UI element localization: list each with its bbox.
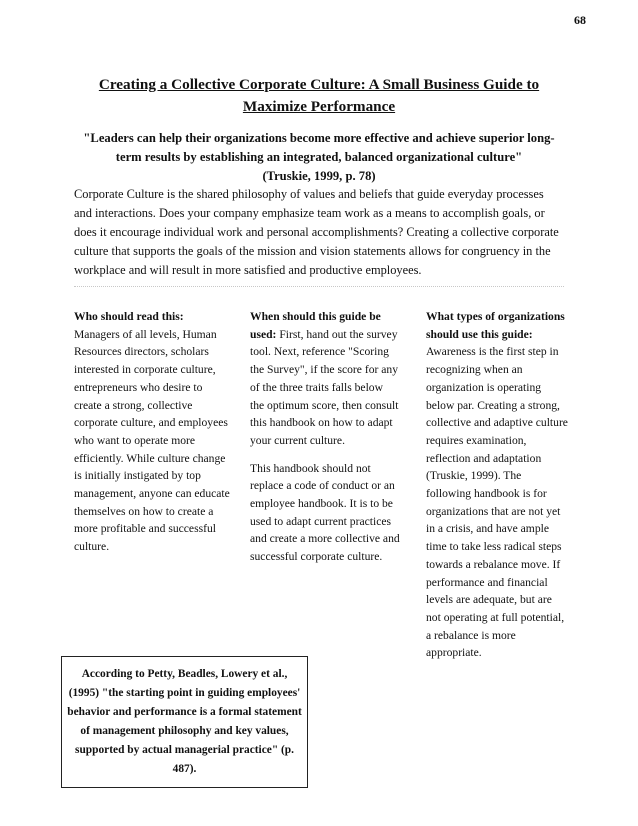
callout-box: According to Petty, Beadles, Lowery et al., (1995) "the starting point in guiding employees' behavior and performance is a formal statement of management philosophy and key values, supported by actual managerial practice" (p. 487). (61, 656, 308, 788)
column-body: Managers of all levels, Human Resources directors, scholars interested in corporate culture, entrepreneurs who desire to create a strong, collective corporate culture, and employees who want to operate more efficiently. While culture change is initially instigated by top management, anyone can educate themselves on how to create a more profitable and successful culture. (74, 327, 230, 554)
page-title: Creating a Collective Corporate Culture: A Small Business Guide to Maximize Performance (98, 76, 540, 115)
column-heading: Who should read this: (74, 310, 184, 323)
column-body: Awareness is the first step in recognizing when an organization is operating below par. Creating a strong, collective and adaptive culture requires examination, reflection and adaptation (Truskie, 1999). The following handbook is for organizations that are not yet in a crisis, and have ample time to take less radical steps towards a rebalance move. If performance and financial levels are adequate, but are not operating at full potential, a rebalance is more appropriate. (426, 345, 568, 660)
column-text (250, 308, 400, 450)
column-when-to-use (250, 308, 400, 566)
intro-paragraph: Corporate Culture is the shared philosophy of values and beliefs that guide everyday processes and interactions. Does your company emphasize team work as a means to accomplish goals, or does it encourage individual work and personal accomplishments? Creating a collective corporate culture that supports the goals of the mission and vision statements allows for congruency in the workplace and will result in more satisfied and productive employees. (74, 187, 559, 277)
opening-quote (74, 129, 564, 186)
column-heading: What types of organizations should use this guide: (426, 310, 565, 341)
quote-citation: (Truskie, 1999, p. 78) (262, 169, 376, 183)
column-text (426, 308, 568, 662)
column-body-second: This handbook should not replace a code of conduct or an employee handbook. It is to be used to adapt current practices and create a more collective and successful corporate culture. (250, 461, 400, 564)
column-who-should-read (74, 308, 230, 556)
column-heading: When should this guide be used: (250, 310, 381, 341)
quote-text: "Leaders can help their organizations become more effective and achieve superior long-term results by establishing an integrated, balanced organizational culture" (83, 131, 555, 164)
page-number: 68 (574, 13, 586, 27)
column-text (74, 308, 230, 556)
column-organization-types (426, 308, 568, 662)
section-divider (74, 286, 564, 287)
column-body: First, hand out the survey tool. Next, reference "Scoring the Survey", if the score for any of the three traits falls below the optimum score, then consult this handbook on how to adapt your current culture. (250, 327, 399, 447)
